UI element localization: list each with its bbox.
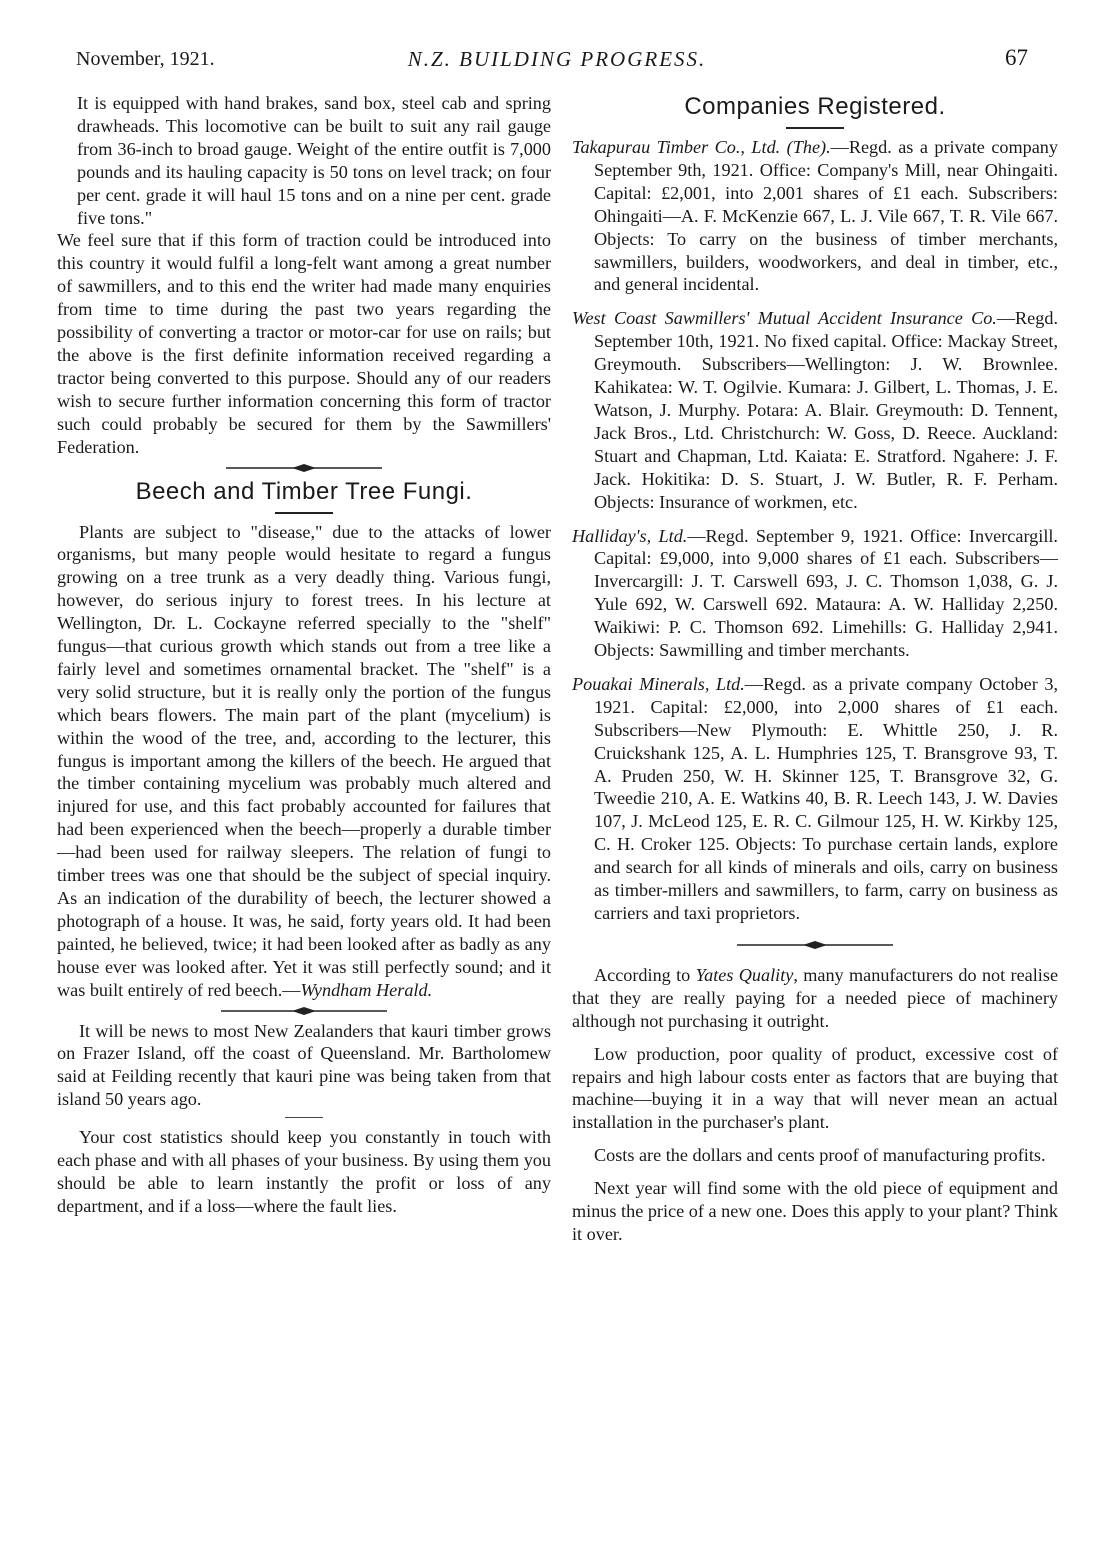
traction-paragraph: We feel sure that if this form of traction could be introduced into this country it would fulfil a long-felt want among a great number of sawmillers, and to this end the writer had made many enquiries from time to time during the past two years regarding the possibility of converting a tractor or motor-car for use on rails; but the above is the first definite information received regarding a tractor being converted to this purpose. Should any of our readers wish to secure further information concerning this form of tractor such could probably be secured for them by the Sawmillers' Federation. [57, 230, 551, 457]
company-name: Takapurau Timber Co., Ltd. (The). [572, 137, 831, 157]
company-name: West Coast Sawmillers' Mutual Accident Insurance Co. [572, 308, 997, 329]
company-name: Pouakai Minerals, Ltd. [572, 673, 745, 694]
company-name: Halliday's, Ltd. [572, 525, 688, 546]
costs-paragraph: Costs are the dollars and cents proof of manufacturing profits. [594, 1145, 1046, 1166]
companies-heading: Companies Registered. [684, 93, 946, 120]
company-details: —Regd. as a private company October 3, 1921. Capital: £2,000, into 2,000 shares of £1 each. Subscribers—New Plymouth: E. Whittle 250, J. R. Cruickshank 125, A. L. Humphries 125, T. Bransgrove 93, T. A. Pruden 250, W. H. Skinner 125, T. Bransgrove 32, G. Tweedie 210, A. E. Watkins 40, B. R. Leech 143, J. W. Davies 107, J. McLeod 125, E. R. C. Gilmour 125, H. W. Kirkby 125, C. H. Croker 125. Objects: To purchase certain lands, explore and search for all kinds of minerals and oils, carry on business as timber-millers and sawmillers, to farm, carry on business as carriers and taxi proprietors. [594, 673, 1058, 923]
company-entry [572, 307, 1058, 513]
fungi-paragraph [57, 521, 551, 1002]
production-paragraph: Low production, poor quality of product, excessive cost of repairs and high labour costs enter as factors that are buying that machine—buying it in a way that will never mean an actual installation in the purchaser's plant. [572, 1043, 1058, 1133]
heading-rule [275, 512, 333, 514]
issue-date: November, 1921. [76, 48, 215, 70]
yates-source: Yates Quality [695, 964, 794, 985]
ornament-divider-icon [224, 459, 384, 477]
next-year-paragraph: Next year will find some with the old piece of equipment and minus the price of a new one. Does this apply to your plant? Think it over. [572, 1178, 1058, 1244]
publication-title: N.Z. BUILDING PROGRESS. [407, 47, 707, 71]
ornament-divider-icon [735, 936, 895, 954]
yates-paragraph [572, 964, 1058, 1033]
kauri-paragraph: It will be news to most New Zealanders that kauri timber grows on Frazer Island, off the coast of Queensland. Mr. Bartholomew said at Feilding recently that kauri pine was being taken from that island 50 years ago. [57, 1020, 551, 1110]
page-header [0, 44, 1114, 80]
section-rule [285, 1117, 323, 1118]
left-column [57, 92, 551, 1218]
company-entry [572, 673, 1058, 925]
fungi-heading: Beech and Timber Tree Fungi. [135, 477, 473, 505]
company-entry [572, 136, 1058, 296]
locomotive-paragraph: It is equipped with hand brakes, sand box, steel cab and spring drawheads. This locomotive can be built to suit any rail gauge from 36-inch to broad gauge. Weight of the entire outfit is 7,000 pounds and its hauling capacity is 50 tons on level track; on four per cent. grade it will haul 15 tons and on a nine per cent. grade five tons." [77, 93, 551, 228]
fungi-text: Plants are subject to "disease," due to the attacks of lower organisms, but many people would hesitate to regard a fungus growing on a tree trunk as a very deadly thing. Various fungi, however, do serious injury to forest trees. In his lecture at Wellington, Dr. L. Cockayne referred specially to the "shelf" fungus—that curious growth which stands out from a tree like a fairly level and sometimes ornamental bracket. The "shelf" is a very solid structure, but it is really only the portion of the fungus which bears flowers. The main part of the plant (mycelium) is within the wood of the tree, and, according to the lecturer, this fungus is important among the killers of the beech. He argued that the timber containing mycelium was probably much altered and injured for use, and this fact probably accounted for failures that had been experienced when the beech—properly a durable timber—had been used for railway sleepers. The relation of fungi to timber trees was one that should be the subject of special inquiry. As an indication of the durability of beech, the lecturer showed a photograph of a house. It was, he said, forty years old. It had been painted, he believed, twice; it had been looked after as badly as any house ever was looked after. Yet it was still perfectly sound; and it was built entirely of red beech.— [57, 521, 551, 1000]
heading-rule [786, 127, 844, 129]
page-number: 67 [1005, 45, 1028, 70]
company-details: —Regd. as a private company September 9th, 1921. Office: Company's Mill, near Ohingaiti. Capital: £2,001, into 2,001 shares of £1 each. Subscribers: Ohingaiti—A. F. McKenzie 667, L. J. Vile 667, T. R. Vile 667. Objects: To carry on the business of timber merchants, sawmillers, builders, woodworkers, and deal in timber, etc., and general incidental. [594, 137, 1058, 295]
company-details: —Regd. September 9, 1921. Office: Invercargill. Capital: £9,000, into 9,000 shares of £1 each. Subscribers—Invercargill: J. T. Carswell 693, J. C. Thomson 1,038, G. J. Yule 692, W. Carswell 692. Mataura: A. W. Halliday 2,250. Waikiwi: P. C. Thomson 692. Limehills: G. Halliday 2,941. Objects: Sawmilling and timber merchants. [594, 525, 1058, 661]
cost-paragraph: Your cost statistics should keep you constantly in touch with each phase and with all phases of your business. By using them you should be able to learn instantly the profit or loss of any department, and if a loss—where the fault lies. [57, 1127, 551, 1216]
right-column [572, 92, 1058, 1246]
yates-rest: , many manufacturers do not realise that they are really paying for a needed piece of machinery although not purchasing it outright. [572, 964, 1059, 1031]
yates-intro: According to [594, 964, 696, 985]
company-details: —Regd. September 10th, 1921. No fixed capital. Office: Mackay Street, Greymouth. Subscribers—Wellington: J. W. Brownlee. Kahikatea: W. T. Ogilvie. Kumara: J. Gilbert, L. Thomas, J. E. Watson, J. Murphy. Potara: A. Blair. Greymouth: D. Tennent, Jack Bros., Ltd. Christchurch: W. Goss, D. Reece. Auckland: Stuart and Chapman, Ltd. Kaiata: E. Stratford. Ngahere: J. F. Jack. Hokitika: D. S. Stuart, J. W. Butler, R. F. Perham. Objects: Insurance of workmen, etc. [594, 308, 1058, 512]
fungi-source: Wyndham Herald. [300, 979, 433, 1000]
ornament-divider-icon [219, 1002, 389, 1020]
company-entry [572, 525, 1058, 662]
